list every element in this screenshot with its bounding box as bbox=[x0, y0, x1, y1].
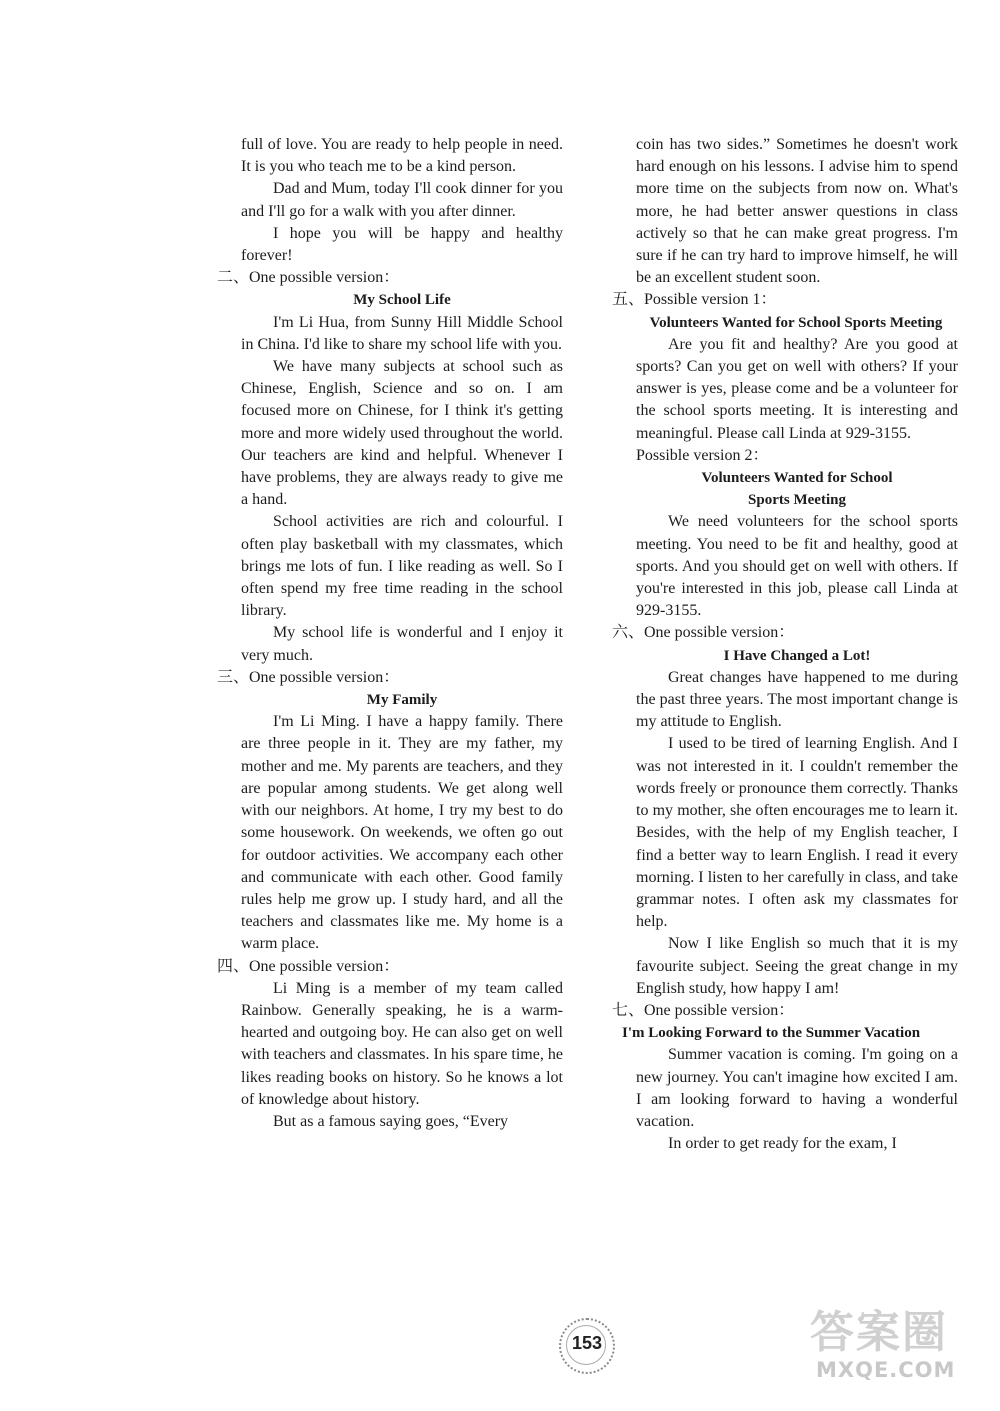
essay-title: I'm Looking Forward to the Summer Vacation bbox=[622, 1025, 921, 1042]
paragraph: Are you fit and healthy? Are you good at sports? Can you get on well with others? If your answer is yes, please come and be a volunteer for the school sports meeting. It is interesting and meaningful. Please call Linda at 929-3155. bbox=[636, 335, 958, 442]
section-heading-6: 六、One possible version： bbox=[612, 624, 795, 642]
essay-title: Volunteers Wanted for School bbox=[701, 470, 893, 487]
essay-title: My School Life bbox=[353, 292, 451, 309]
paragraph: Li Ming is a member of my team called Rainbow. Generally speaking, he is a warm-hearted and outgoing boy. He can also get on well with teachers and classmates. In his spare time, he likes reading books on history. So he knows a lot of knowledge about history. bbox=[241, 979, 563, 1108]
watermark-logo: 答案圈 bbox=[810, 1307, 948, 1358]
paragraph: My school life is wonderful and I enjoy it very much. bbox=[241, 624, 563, 664]
paragraph: Now I like English so much that it is my favourite subject. Seeing the great change in my English study, how happy I am! bbox=[636, 935, 958, 997]
paragraph: I used to be tired of learning English. And I was not interested in it. I couldn't remember the words freely or pronounce them correctly. Thanks to my mother, she often encourages me to learn it. Besides, with the help of my English teacher, I find a better way to learn English. I read it every morning. I listen to her carefully in class, and take grammar notes. I often ask my classmates for help. bbox=[636, 735, 958, 931]
essay-title: My Family bbox=[366, 692, 438, 709]
paragraph: I hope you will be happy and healthy forever! bbox=[241, 224, 563, 265]
paragraph: full of love. You are ready to help people in need. It is you who teach me to be a kind person. bbox=[241, 136, 563, 176]
section-heading-4: 四、One possible version： bbox=[217, 957, 400, 975]
section-heading-3: 三、One possible version： bbox=[217, 668, 400, 686]
section-heading-5: 五、Possible version 1： bbox=[612, 291, 777, 309]
page-number-badge bbox=[559, 1318, 615, 1374]
watermark-url: MXQE.COM bbox=[816, 1358, 956, 1382]
essay-title: Volunteers Wanted for School Sports Meeting bbox=[649, 314, 943, 331]
page-number: 153 bbox=[571, 1333, 603, 1353]
essay-title: I Have Changed a Lot! bbox=[723, 647, 871, 664]
paragraph: coin has two sides.” Sometimes he doesn't work hard enough on his lessons. I advise him to spend more time on the subjects from now on. What's more, he had better answer questions in class actively so that he can make great progress. I'm sure if he can try hard to improve himself, he will be an excellent student soon. bbox=[636, 136, 958, 287]
left-column bbox=[217, 134, 563, 1133]
paragraph: Great changes have happened to me during the past three years. The most important change is my attitude to English. bbox=[636, 668, 958, 731]
watermark bbox=[810, 1308, 990, 1408]
section-heading-7: 七、One possible version： bbox=[612, 1001, 795, 1019]
section-heading-2: 二、One possible version： bbox=[217, 269, 400, 287]
paragraph: In order to get ready for the exam, I bbox=[668, 1135, 897, 1153]
essay-title: Sports Meeting bbox=[748, 492, 846, 509]
paragraph: We need volunteers for the school sports meeting. You need to be fit and healthy, good at sports. And you should get on well with others. If you're interested in this job, please call Linda at 929-3155. bbox=[636, 513, 958, 620]
version-label: Possible version 2： bbox=[636, 446, 769, 464]
paragraph: Dad and Mum, today I'll cook dinner for you and I'll go for a walk with you after dinner. bbox=[241, 180, 563, 220]
paragraph: We have many subjects at school such as Chinese, English, Science and so on. I am focused more on Chinese, for I think it's getting more and more widely used throughout the world. Our teachers are kind and helpful. Whenever I have problems, they are always ready to give me a hand. bbox=[241, 358, 563, 509]
paragraph: I'm Li Ming. I have a happy family. There are three people in it. They are my father, my mother and me. My parents are teachers, and they are popular among students. We get along well with our neighbors. At home, I try my best to do some housework. On weekends, we often go out for outdoor activities. We accompany each other and communicate with each other. Good family rules help me grow up. I study hard, and all the teachers and classmates like me. My home is a warm place. bbox=[241, 713, 563, 953]
right-column bbox=[612, 134, 958, 1155]
paragraph: Summer vacation is coming. I'm going on a new journey. You can't imagine how excited I am. I am looking forward to having a wonderful vacation. bbox=[636, 1046, 958, 1130]
paragraph: I'm Li Hua, from Sunny Hill Middle School in China. I'd like to share my school life with you. bbox=[241, 313, 563, 353]
paragraph: But as a famous saying goes, “Every bbox=[273, 1112, 509, 1130]
paragraph: School activities are rich and colourful. I often play basketball with my classmates, which brings me lots of fun. I like reading as well. So I often spend my free time reading in the school library. bbox=[241, 513, 563, 620]
